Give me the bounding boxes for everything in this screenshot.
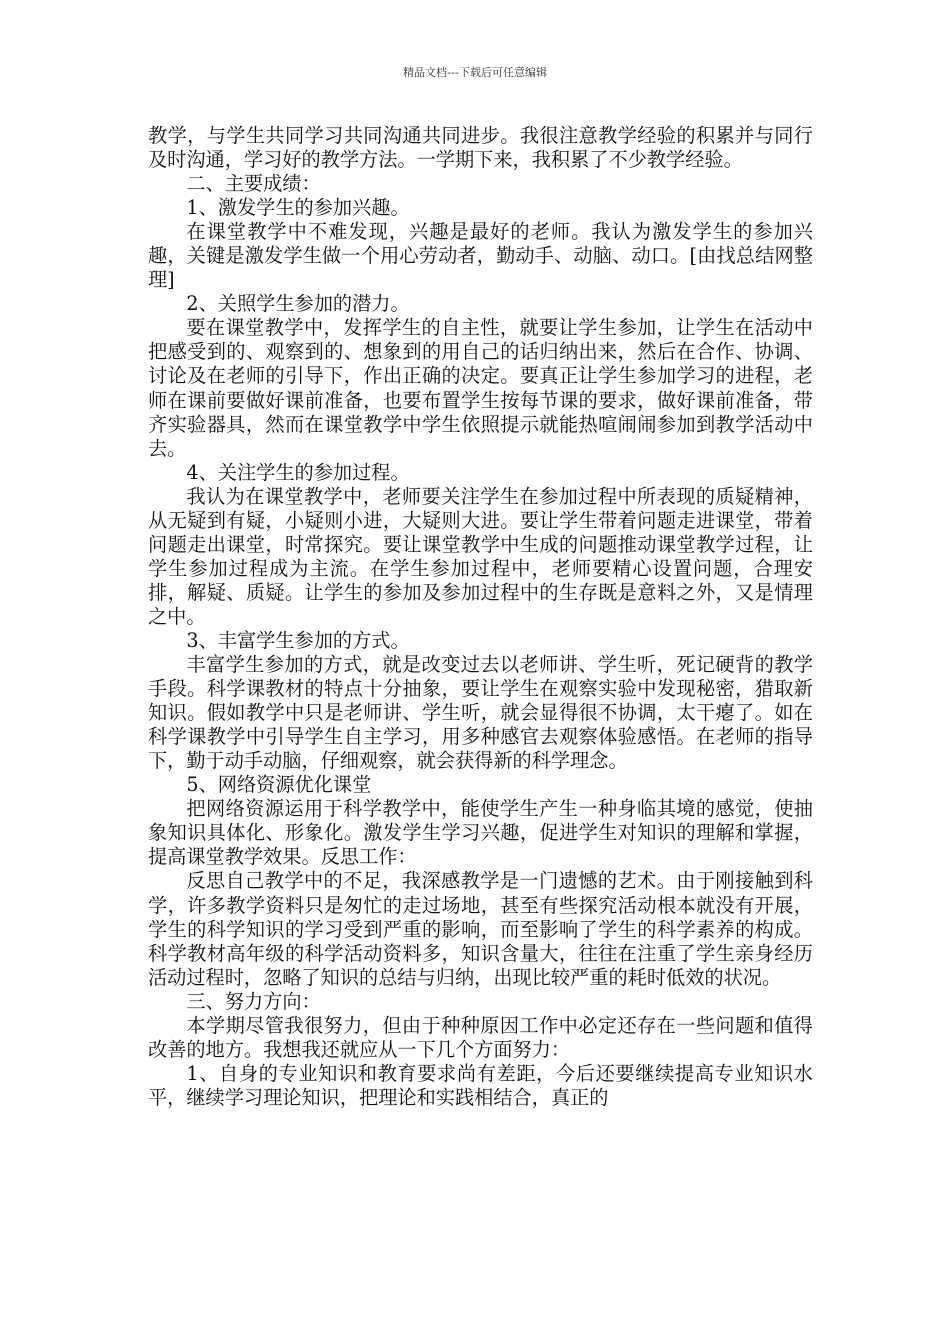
subheading-process: 4、关注学生的参加过程。 <box>186 460 410 484</box>
subheading-methods: 3、丰富学生参加的方式。 <box>186 628 410 652</box>
paragraph: 在课堂教学中不难发现，兴趣是最好的老师。我认为激发学生的参加兴趣，关键是激发学生做一个用心劳动者，勤动手、动脑、动口。[由找总结网整理] <box>148 220 813 292</box>
section-heading-direction: 三、努力方向： <box>186 989 321 1013</box>
paragraph-continuation: 教学，与学生共同学习共同沟通共同进步。我很注意教学经验的积累并与同行及时沟通，学习好的教学方法。一学期下来，我积累了不少教学经验。 <box>148 124 813 172</box>
subheading-potential: 2、关照学生参加的潜力。 <box>186 292 410 316</box>
paragraph: 反思自己教学中的不足，我深感教学是一门遗憾的艺术。由于刚接触到科学，许多教学资料只是匆忙的走过场地，甚至有些探究活动根本就没有开展，学生的科学知识的学习受到严重的影响，而至影响了学生的科学素养的构成。科学教材高年级的科学活动资料多，知识含量大，往往在注重了学生亲身经历活动过程时，忽略了知识的总结与归纳，出现比较严重的耗时低效的状况。 <box>148 869 813 989</box>
paragraph: 1、自身的专业知识和教育要求尚有差距，今后还要继续提高专业知识水平，继续学习理论知识，把理论和实践相结合，真正的 <box>148 1061 813 1109</box>
paragraph: 把网络资源运用于科学教学中，能使学生产生一种身临其境的感觉，使抽象知识具体化、形象化。激发学生学习兴趣，促进学生对知识的理解和掌握，提高课堂教学效果。反思工作： <box>148 797 813 869</box>
paragraph: 我认为在课堂教学中，老师要关注学生在参加过程中所表现的质疑精神，从无疑到有疑，小疑则小进，大疑则大进。要让学生带着问题走进课堂，带着问题走出课堂，时常探究。要让课堂教学中生成的问题推动课堂教学过程，让学生参加过程成为主流。在学生参加过程中，老师要精心设置问题，合理安排，解疑、质疑。让学生的参加及参加过程中的生存既是意料之外，又是情理之中。 <box>148 484 813 628</box>
section-heading-main-achievements: 二、主要成绩： <box>186 172 321 196</box>
paragraph: 要在课堂教学中，发挥学生的自主性，就要让学生参加，让学生在活动中把感受到的、观察到的、想象到的用自己的话归纳出来，然后在合作、协调、讨论及在老师的引导下，作出正确的决定。要真正让学生参加学习的进程，老师在课前要做好课前准备，也要布置学生按每节课的要求，做好课前准备，带齐实验器具，然而在课堂教学中学生依照提示就能热喧闹闹参加到教学活动中去。 <box>148 316 813 460</box>
subheading-network-resources: 5、网络资源优化课堂 <box>186 773 372 797</box>
page-header: 精品文档---下载后可任意编辑 <box>403 66 547 79</box>
subheading-interest: 1、激发学生的参加兴趣。 <box>186 196 410 220</box>
paragraph: 丰富学生参加的方式，就是改变过去以老师讲、学生听，死记硬背的教学手段。科学课教材的特点十分抽象，要让学生在观察实验中发现秘密，猎取新知识。假如教学中只是老师讲、学生听，就会显得很不协调，太干瘪了。如在科学课教学中引导学生自主学习，用多种感官去观察体验感悟。在老师的指导下，勤于动手动脑，仔细观察，就会获得新的科学理念。 <box>148 653 813 773</box>
document-body <box>148 124 813 1110</box>
paragraph: 本学期尽管我很努力，但由于种种原因工作中必定还存在一些问题和值得改善的地方。我想我还就应从一下几个方面努力： <box>148 1013 813 1061</box>
